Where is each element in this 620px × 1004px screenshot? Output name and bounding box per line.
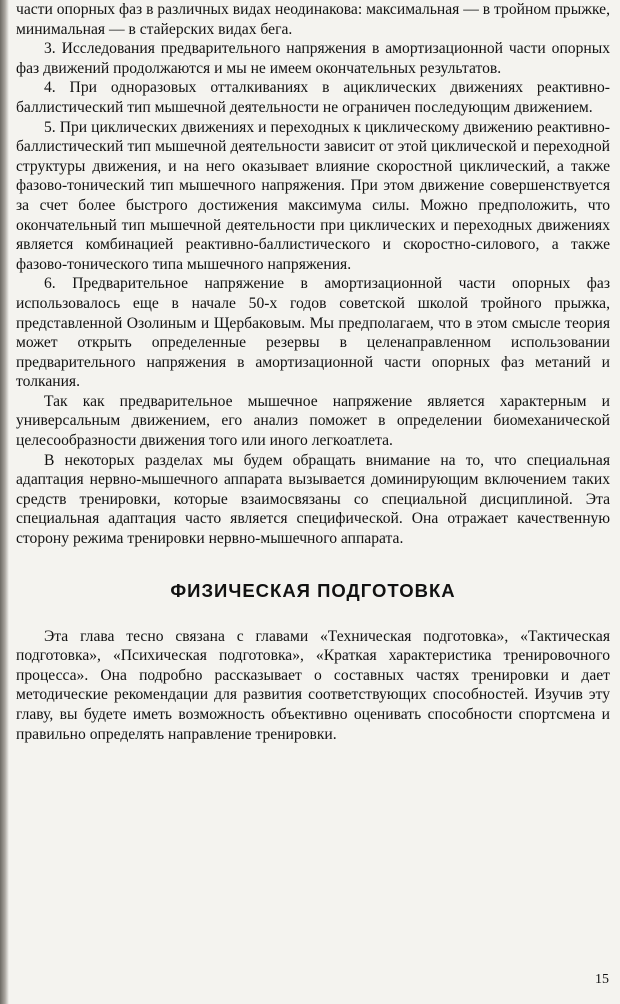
paragraph-item-4: 4. При одноразовых отталкиваниях в ациклических движениях реактивно-баллистический тип мышечной деятельности не ограничен последующим движением.: [16, 79, 610, 116]
page-number: 15: [595, 972, 609, 987]
paragraph-item-5: 5. При циклических движениях и переходных к циклическому движению реактивно-баллистический тип мышечной деятельности зависит от этой циклической и переходной структуры движения, и на него оказывает влияние скоростной циклический, а также фазово-тонический тип мышечного напряжения. При этом движение совершенствуется за счет более быстрого достижения максимума силы. Можно предположить, что окончательный тип мышечной деятельности при циклических и переходных движениях является комбинацией реактивно-баллистического и скоростно-силового, а также фазово-тонического типа мышечного напряжения.: [16, 118, 610, 273]
body-text: [16, 0, 610, 744]
paragraph-continued: части опорных фаз в различных видах неодинакова: максимальная — в тройном прыжке, минимальная — в стайерских видах бега.: [16, 1, 610, 38]
paragraph-item-6: 6. Предварительное напряжение в амортизационной части опорных фаз использовалось еще в начале 50-х годов советской школой тройного прыжка, представленной Озолиным и Щербаковым. Мы предполагаем, что в этом смысле теория может открыть определенные резервы в целенаправленном использовании предварительного напряжения в амортизационной части опорных фаз метаний и толкания.: [16, 275, 610, 391]
page-binding-shadow: [0, 0, 9, 1004]
paragraph-adaptation: В некоторых разделах мы будем обращать внимание на то, что специальная адаптация нервно-мышечного аппарата вызывается доминирующим включением таких средств тренировки, которые взаимосвязаны со специальной дисциплиной. Эта специальная адаптация часто является специфической. Она отражает качественную сторону режима тренировки нервно-мышечного аппарата.: [16, 451, 610, 548]
section-intro-paragraph: Эта глава тесно связана с главами «Техническая подготовка», «Тактическая подготовка», «Психическая подготовка», «Краткая характеристика тренировочного процесса». Она подробно рассказывает о составных частях тренировки и дает методические рекомендации для развития соответствующих способностей. Изучив эту главу, вы будете иметь возможность объективно оценивать способности спортсмена и правильно определять направление тренировки.: [16, 627, 610, 743]
paragraph-preliminary-tension: Так как предварительное мышечное напряжение является характерным и универсальным движением, его анализ поможет в определении биомеханической целесообразности движения того или иного легкоатлета.: [16, 392, 610, 450]
section-heading: ФИЗИЧЕСКАЯ ПОДГОТОВКА: [170, 579, 456, 601]
paragraph-item-3: 3. Исследования предварительного напряжения в амортизационной части опорных фаз движений продолжаются и мы не имеем окончательных результатов.: [16, 40, 610, 77]
